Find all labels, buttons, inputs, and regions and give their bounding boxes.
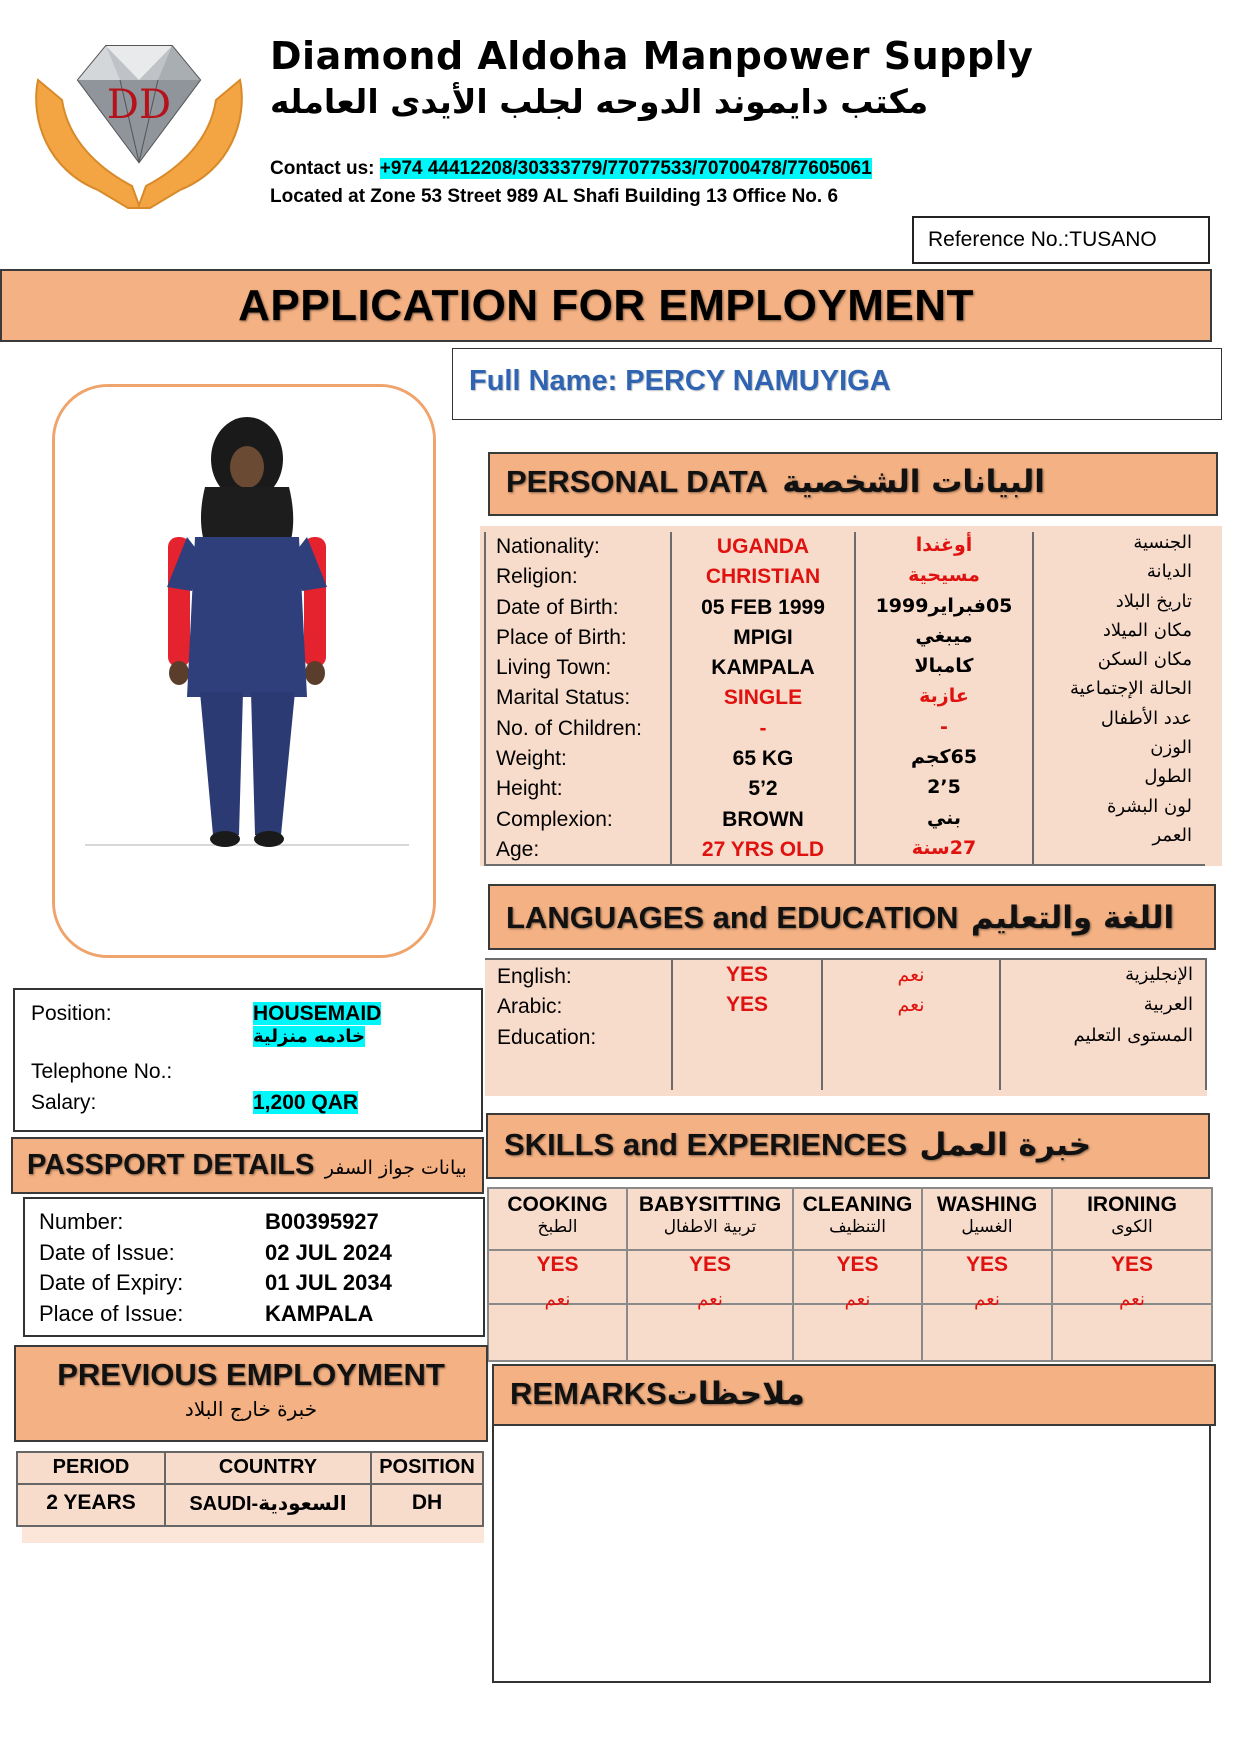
column-position: POSITION	[379, 1456, 475, 1478]
languages-heading	[488, 884, 1216, 950]
skill-name-ar: تربية الاطفال	[663, 1217, 757, 1237]
value-arabic: YES	[725, 993, 769, 1017]
label-religion: Religion:	[496, 565, 578, 589]
value-pob: MPIGI	[733, 625, 793, 649]
value-dob: 05 FEB 1999	[701, 595, 825, 619]
value-religion: CHRISTIAN	[705, 565, 821, 589]
skill-name: COOKING	[507, 1193, 608, 1216]
label-issue-date: Date of Issue:	[39, 1239, 175, 1265]
skill-name: WASHING	[936, 1193, 1038, 1216]
application-title-bar	[0, 269, 1212, 342]
skill-name: CLEANING	[802, 1193, 913, 1216]
skill-value-ar: نعم	[544, 1289, 571, 1310]
languages-table	[485, 958, 1207, 1096]
application-title: APPLICATION FOR EMPLOYMENT	[238, 280, 974, 330]
label-living-town: Living Town:	[496, 656, 612, 680]
language-values	[673, 960, 821, 1021]
label-dob: Date of Birth:	[496, 595, 619, 619]
value-ar-complexion: بني	[926, 806, 962, 829]
languages-title-ar: اللغة والتعليم	[970, 900, 1175, 936]
label-ar-complexion: لون البشرة	[1106, 795, 1192, 817]
skill-cooking	[489, 1189, 626, 1310]
label-ar-height: الطول	[1144, 766, 1192, 788]
skills-title-en: SKILLS and EXPERIENCES	[504, 1127, 908, 1162]
personal-values	[672, 532, 854, 865]
table-shadow	[22, 1527, 484, 1543]
remarks-heading	[492, 1364, 1216, 1426]
label-ar-arabic: العربية	[1143, 994, 1193, 1016]
personal-data-heading	[488, 452, 1218, 516]
label-weight: Weight:	[496, 747, 567, 771]
value-expiry-date: 01 JUL 2034	[265, 1270, 392, 1295]
label-issue-place: Place of Issue:	[39, 1300, 184, 1326]
company-name-ar: مكتب دايموند الدوحه لجلب الأيدى العامله	[270, 82, 929, 121]
passport-details	[23, 1197, 485, 1337]
skill-value-ar: نعم	[974, 1289, 1000, 1310]
skill-name-ar: الكوى	[1111, 1217, 1153, 1237]
value-ar-pob: ميبغي	[915, 624, 973, 647]
value-ar-marital-status: عازبة	[919, 685, 969, 708]
personal-data-table	[480, 526, 1222, 866]
skill-name-ar: الطبخ	[537, 1217, 578, 1237]
value-ar-nationality: أوغندا	[915, 534, 973, 556]
personal-data-title-en: PERSONAL DATA	[506, 464, 768, 499]
label-expiry-date: Date of Expiry:	[39, 1270, 184, 1295]
row-position: DH	[411, 1491, 443, 1514]
position-value: HOUSEMAID	[253, 1002, 382, 1025]
skill-name: IRONING	[1087, 1193, 1177, 1216]
position-value-ar: خادمه منزلية	[253, 1026, 366, 1047]
label-ar-age: العمر	[1152, 824, 1192, 846]
languages-title-en: LANGUAGES and EDUCATION	[506, 900, 959, 935]
label-ar-living-town: مكان السكن	[1097, 649, 1192, 671]
passport-title-ar: بيانات جواز السفر	[324, 1157, 467, 1179]
value-ar-dob: 05فبراير1999	[875, 594, 1013, 617]
skills-title-ar: خبرة العمل	[919, 1127, 1092, 1163]
applicant-photo	[52, 384, 436, 958]
label-ar-english: الإنجليزية	[1125, 964, 1193, 985]
reference-number: Reference No.:TUSANO	[912, 216, 1210, 264]
contact-numbers: +974 44412208/30333779/77077533/70700478/77605061	[379, 158, 872, 179]
personal-data-title-ar: البيانات الشخصية	[782, 464, 1045, 500]
salary-value: 1,200 QAR	[253, 1091, 359, 1114]
value-english: YES	[725, 963, 769, 986]
salary-label: Salary:	[31, 1091, 97, 1114]
value-children: -	[759, 716, 767, 740]
skills-table	[487, 1187, 1213, 1362]
previous-employment-table	[16, 1451, 484, 1527]
telephone-label: Telephone No.:	[31, 1060, 173, 1083]
remarks-title-en: REMARKS	[510, 1376, 667, 1411]
position-value-group	[253, 1002, 381, 1047]
previous-employment-title-ar: خبرة خارج البلاد	[184, 1397, 318, 1421]
logo-letters: DD	[106, 82, 172, 128]
label-passport-number: Number:	[39, 1209, 124, 1234]
skill-value: YES	[536, 1253, 579, 1276]
value-issue-place: KAMPALA	[265, 1300, 374, 1326]
label-ar-children: عدد الأطفال	[1100, 707, 1192, 729]
label-english: English:	[497, 965, 572, 988]
skill-value-ar: نعم	[697, 1289, 723, 1310]
skill-name-ar: التنظيف	[829, 1217, 886, 1237]
language-labels-ar	[1003, 960, 1193, 1051]
skill-value: YES	[1110, 1253, 1154, 1276]
value-ar-arabic: نعم	[897, 994, 925, 1017]
personal-labels-ar	[1036, 528, 1202, 850]
skill-value: YES	[688, 1253, 732, 1276]
applicant-figure	[55, 387, 436, 958]
language-values-ar	[823, 960, 999, 1021]
value-passport-number: B00395927	[265, 1209, 379, 1234]
label-ar-marital-status: الحالة الإجتماعية	[1070, 678, 1192, 700]
label-education: Education:	[497, 1025, 597, 1049]
label-age: Age:	[496, 837, 540, 861]
value-ar-living-town: كامبالا	[914, 655, 974, 678]
personal-values-ar	[856, 530, 1032, 863]
value-ar-religion: مسيحية	[908, 564, 980, 587]
skill-cleaning	[794, 1189, 921, 1310]
label-ar-weight: الوزن	[1150, 737, 1192, 759]
column-country: COUNTRY	[218, 1456, 318, 1478]
skill-name: BABYSITTING	[638, 1193, 782, 1216]
row-period: 2 YEARS	[46, 1491, 136, 1514]
value-ar-age: 27سنة	[911, 836, 977, 859]
full-name: Full Name: PERCY NAMUYIGA	[452, 348, 1222, 420]
value-weight: 65 KG	[732, 747, 794, 771]
label-nationality: Nationality:	[496, 535, 600, 558]
label-ar-education: المستوى التعليم	[1073, 1024, 1193, 1046]
value-complexion: BROWN	[722, 807, 804, 831]
company-logo	[28, 40, 250, 212]
value-ar-children: -	[940, 715, 948, 738]
label-ar-pob: مكان الميلاد	[1102, 619, 1192, 641]
position-label: Position:	[31, 1002, 112, 1025]
company-name-en: Diamond Aldoha Manpower Supply	[270, 34, 1034, 78]
previous-employment-heading	[14, 1345, 488, 1442]
passport-values	[265, 1207, 392, 1329]
value-nationality: UGANDA	[716, 535, 810, 558]
language-labels	[497, 962, 667, 1053]
label-ar-nationality: الجنسية	[1133, 532, 1192, 553]
skill-babysitting	[628, 1189, 792, 1310]
label-marital-status: Marital Status:	[496, 686, 631, 710]
value-living-town: KAMPALA	[711, 656, 815, 680]
skill-value-ar: نعم	[1119, 1289, 1145, 1310]
value-height: 5’2	[748, 777, 778, 801]
address-line: Located at Zone 53 Street 989 AL Shafi Building 13 Office No. 6	[270, 186, 839, 207]
passport-title-en: PASSPORT DETAILS	[27, 1149, 315, 1181]
contact-line	[270, 158, 872, 180]
skill-washing	[923, 1189, 1051, 1310]
label-ar-dob: تاريخ البلاد	[1115, 590, 1192, 612]
value-issue-date: 02 JUL 2024	[265, 1239, 392, 1265]
value-ar-height: 5’2	[927, 776, 961, 799]
passport-labels	[39, 1207, 183, 1329]
remarks-box	[492, 1426, 1211, 1683]
label-children: No. of Children:	[496, 716, 642, 740]
skill-value: YES	[836, 1253, 879, 1276]
personal-labels	[496, 532, 666, 865]
previous-employment-title-en: PREVIOUS EMPLOYMENT	[57, 1357, 445, 1392]
value-ar-english: نعم	[897, 964, 925, 986]
position-box	[13, 988, 483, 1132]
label-complexion: Complexion:	[496, 807, 613, 831]
label-arabic: Arabic:	[497, 995, 563, 1019]
contact-label: Contact us:	[270, 158, 380, 179]
label-pob: Place of Birth:	[496, 625, 627, 649]
label-height: Height:	[496, 777, 563, 801]
skill-value: YES	[965, 1253, 1009, 1276]
row-country: SAUDI-السعودية	[189, 1493, 347, 1515]
skills-heading	[486, 1113, 1210, 1179]
skill-ironing	[1053, 1189, 1211, 1310]
skill-value-ar: نعم	[844, 1289, 871, 1310]
label-ar-religion: الديانة	[1146, 561, 1192, 583]
passport-heading	[11, 1137, 484, 1194]
value-age: 27 YRS OLD	[701, 837, 825, 861]
value-ar-weight: 65كجم	[910, 746, 978, 769]
value-marital-status: SINGLE	[723, 686, 803, 710]
remarks-title-ar: ملاحظات	[666, 1376, 805, 1412]
column-period: PERIOD	[52, 1456, 130, 1478]
skill-name-ar: الغسيل	[961, 1217, 1013, 1237]
